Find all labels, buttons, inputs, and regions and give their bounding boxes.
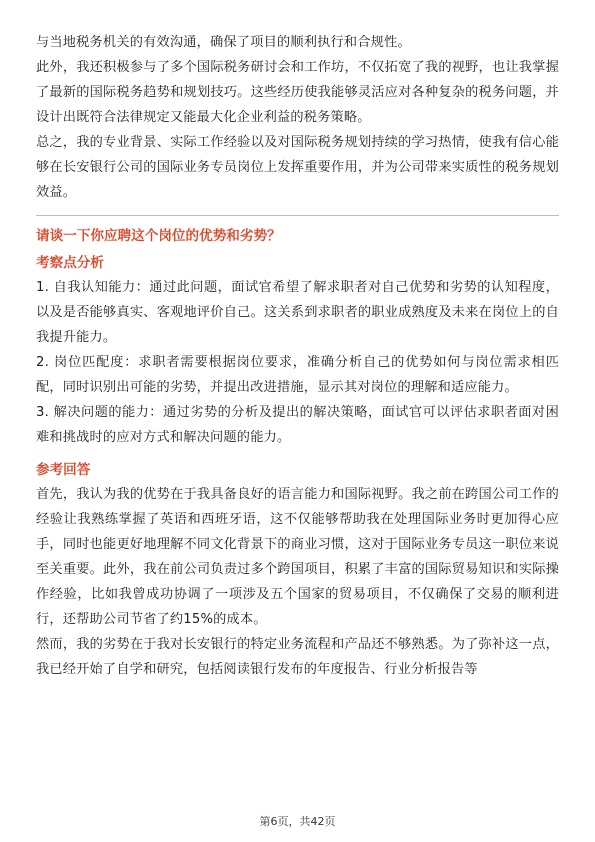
analysis-item: 1. 自我认知能力：通过此问题，面试官希望了解求职者对自己优势和劣势的认知程度，以及是否能够真实、客观地评价自己。这关系到求职者的职业成熟度及未来在岗位上的自我提升能力。: [36, 280, 559, 345]
intro-paragraph: 总之，我的专业背景、实际工作经验以及对国际税务规划持续的学习热情，使我有信心能够在长安银行公司的国际业务专员岗位上发挥重要作用，并为公司带来实质性的税务规划效益。: [36, 135, 559, 200]
reference-paragraph: 首先，我认为我的优势在于我具备良好的语言能力和国际视野。我之前在跨国公司工作的经验让我熟练掌握了英语和西班牙语，这不仅能够帮助我在处理国际业务时更加得心应手，同时也能更好地理解不同文化背景下的商业习惯，这对于国际业务专员这一职位来说至关重要。此外，我在前公司负责过多个跨国项目，积累了丰富的国际贸易知识和实际操作经验，比如我曾成功协调了一项涉及五个国家的贸易项目，不仅确保了交易的顺利进行，还帮助公司节省了约15%的成本。: [36, 487, 559, 627]
reference-paragraph: 然而，我的劣势在于我对长安银行的特定业务流程和产品还不够熟悉。为了弥补这一点，我已经开始了自学和研究，包括阅读银行发布的年度报告、行业分析报告等: [36, 637, 559, 677]
section-spacer: [36, 450, 559, 458]
page-content: [36, 30, 559, 682]
analysis-item: 3. 解决问题的能力：通过劣势的分析及提出的解决策略，面试官可以评估求职者面对困难和挑战时的应对方式和解决问题的能力。: [36, 405, 559, 445]
analysis-title: 考察点分析: [36, 255, 104, 271]
analysis-item: 2. 岗位匹配度：求职者需要根据岗位要求，准确分析自己的优势如何与岗位需求相匹配，同时识别出可能的劣势，并提出改进措施，显示其对岗位的理解和适应能力。: [36, 355, 559, 395]
intro-paragraph: 与当地税务机关的有效沟通，确保了项目的顺利执行和合规性。: [36, 35, 411, 50]
page-number: 第6页，共42页: [259, 815, 336, 828]
question-heading: 请谈一下你应聘这个岗位的优势和劣势？: [36, 228, 281, 244]
section-divider: [36, 215, 559, 216]
intro-paragraph: 此外，我还积极参与了多个国际税务研讨会和工作坊，不仅拓宽了我的视野，也让我掌握了最新的国际税务趋势和规划技巧。这些经历使我能够灵活应对各种复杂的税务问题，并设计出既符合法律规定又能最大化企业利益的税务策略。: [36, 60, 559, 125]
reference-title: 参考回答: [36, 462, 91, 478]
